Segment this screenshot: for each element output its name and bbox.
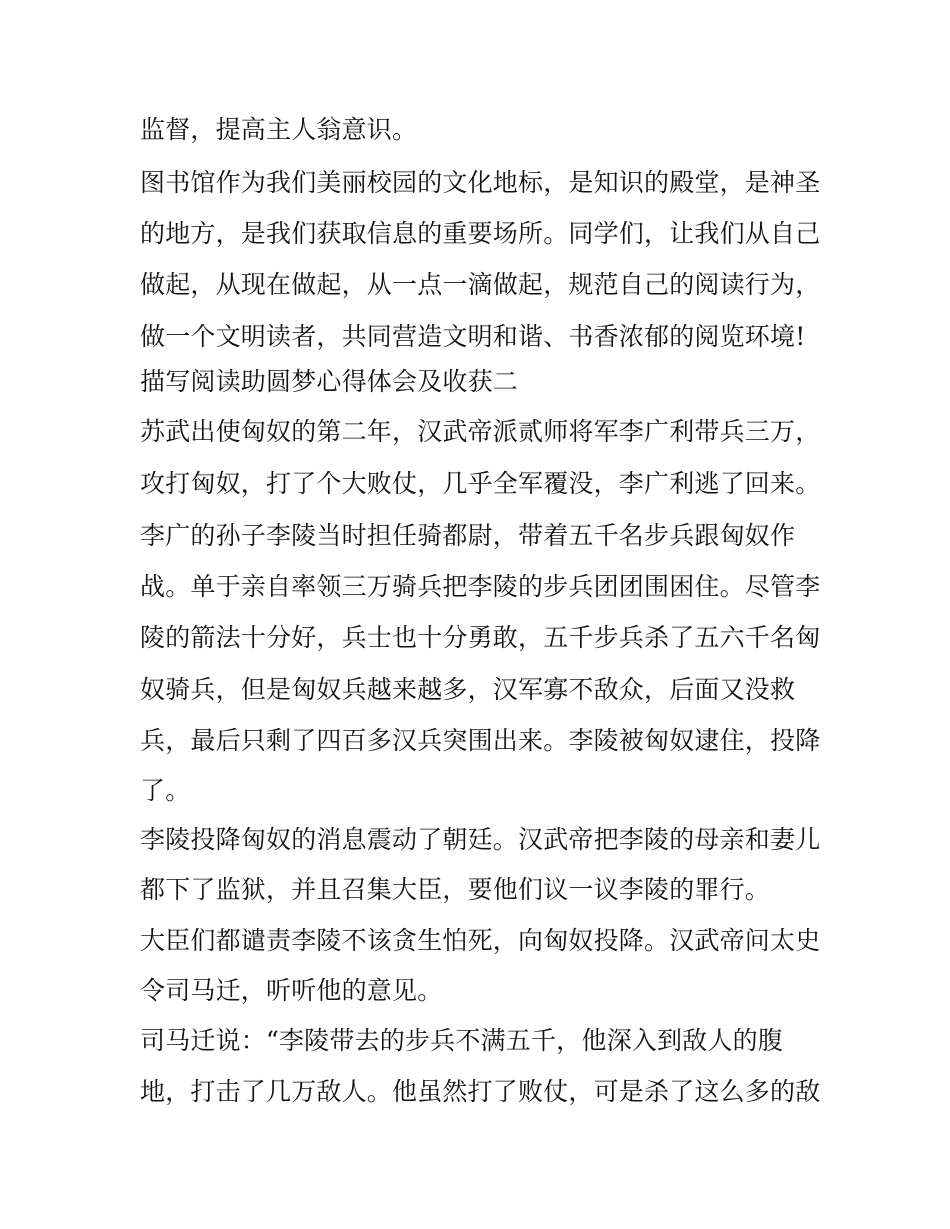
text-line: 地，打击了几万敌人。他虽然打了败仗，可是杀了这么多的敌	[140, 1077, 821, 1106]
text-line: 司马迁说：“李陵带去的步兵不满五千，他深入到敌人的腹	[140, 1026, 783, 1055]
text-line: 奴骑兵，但是匈奴兵越来越多，汉军寡不敌众，后面又没救	[140, 675, 796, 704]
text-line: 苏武出使匈奴的第二年，汉武帝派贰师将军李广利带兵三万，	[140, 417, 821, 446]
text-line: 大臣们都谴责李陵不该贪生怕死，向匈奴投降。汉武帝问太史	[140, 926, 821, 955]
text-line: 令司马迁，听听他的意见。	[140, 976, 443, 1005]
text-line: 陵的箭法十分好，兵士也十分勇敢，五千步兵杀了五六千名匈	[140, 623, 821, 652]
text-line: 都下了监狱，并且召集大臣，要他们议一议李陵的罪行。	[140, 875, 771, 904]
text-line: 做一个文明读者，共同营造文明和谐、书香浓郁的阅览环境!	[140, 322, 806, 351]
text-line: 战。单于亲自率领三万骑兵把李陵的步兵团团围困住。尽管李	[140, 572, 821, 601]
text-line: 攻打匈奴，打了个大败仗，几乎全军覆没，李广利逃了回来。	[140, 469, 821, 498]
text-line: 做起，从现在做起，从一点一滴做起，规范自己的阅读行为，	[140, 270, 821, 299]
section-heading: 描写阅读助圆梦心得体会及收获二	[140, 367, 519, 396]
text-line: 李广的孙子李陵当时担任骑都尉，带着五千名步兵跟匈奴作	[140, 521, 796, 550]
text-line: 的地方，是我们获取信息的重要场所。同学们，让我们从自己	[140, 219, 821, 248]
text-line: 图书馆作为我们美丽校园的文化地标，是知识的殿堂，是神圣	[140, 168, 821, 197]
text-line: 了。	[140, 776, 191, 805]
text-line: 兵，最后只剩了四百多汉兵突围出来。李陵被匈奴逮住，投降	[140, 726, 821, 755]
text-line: 监督，提高主人翁意识。	[140, 115, 418, 144]
text-line: 李陵投降匈奴的消息震动了朝廷。汉武帝把李陵的母亲和妻儿	[140, 825, 821, 854]
